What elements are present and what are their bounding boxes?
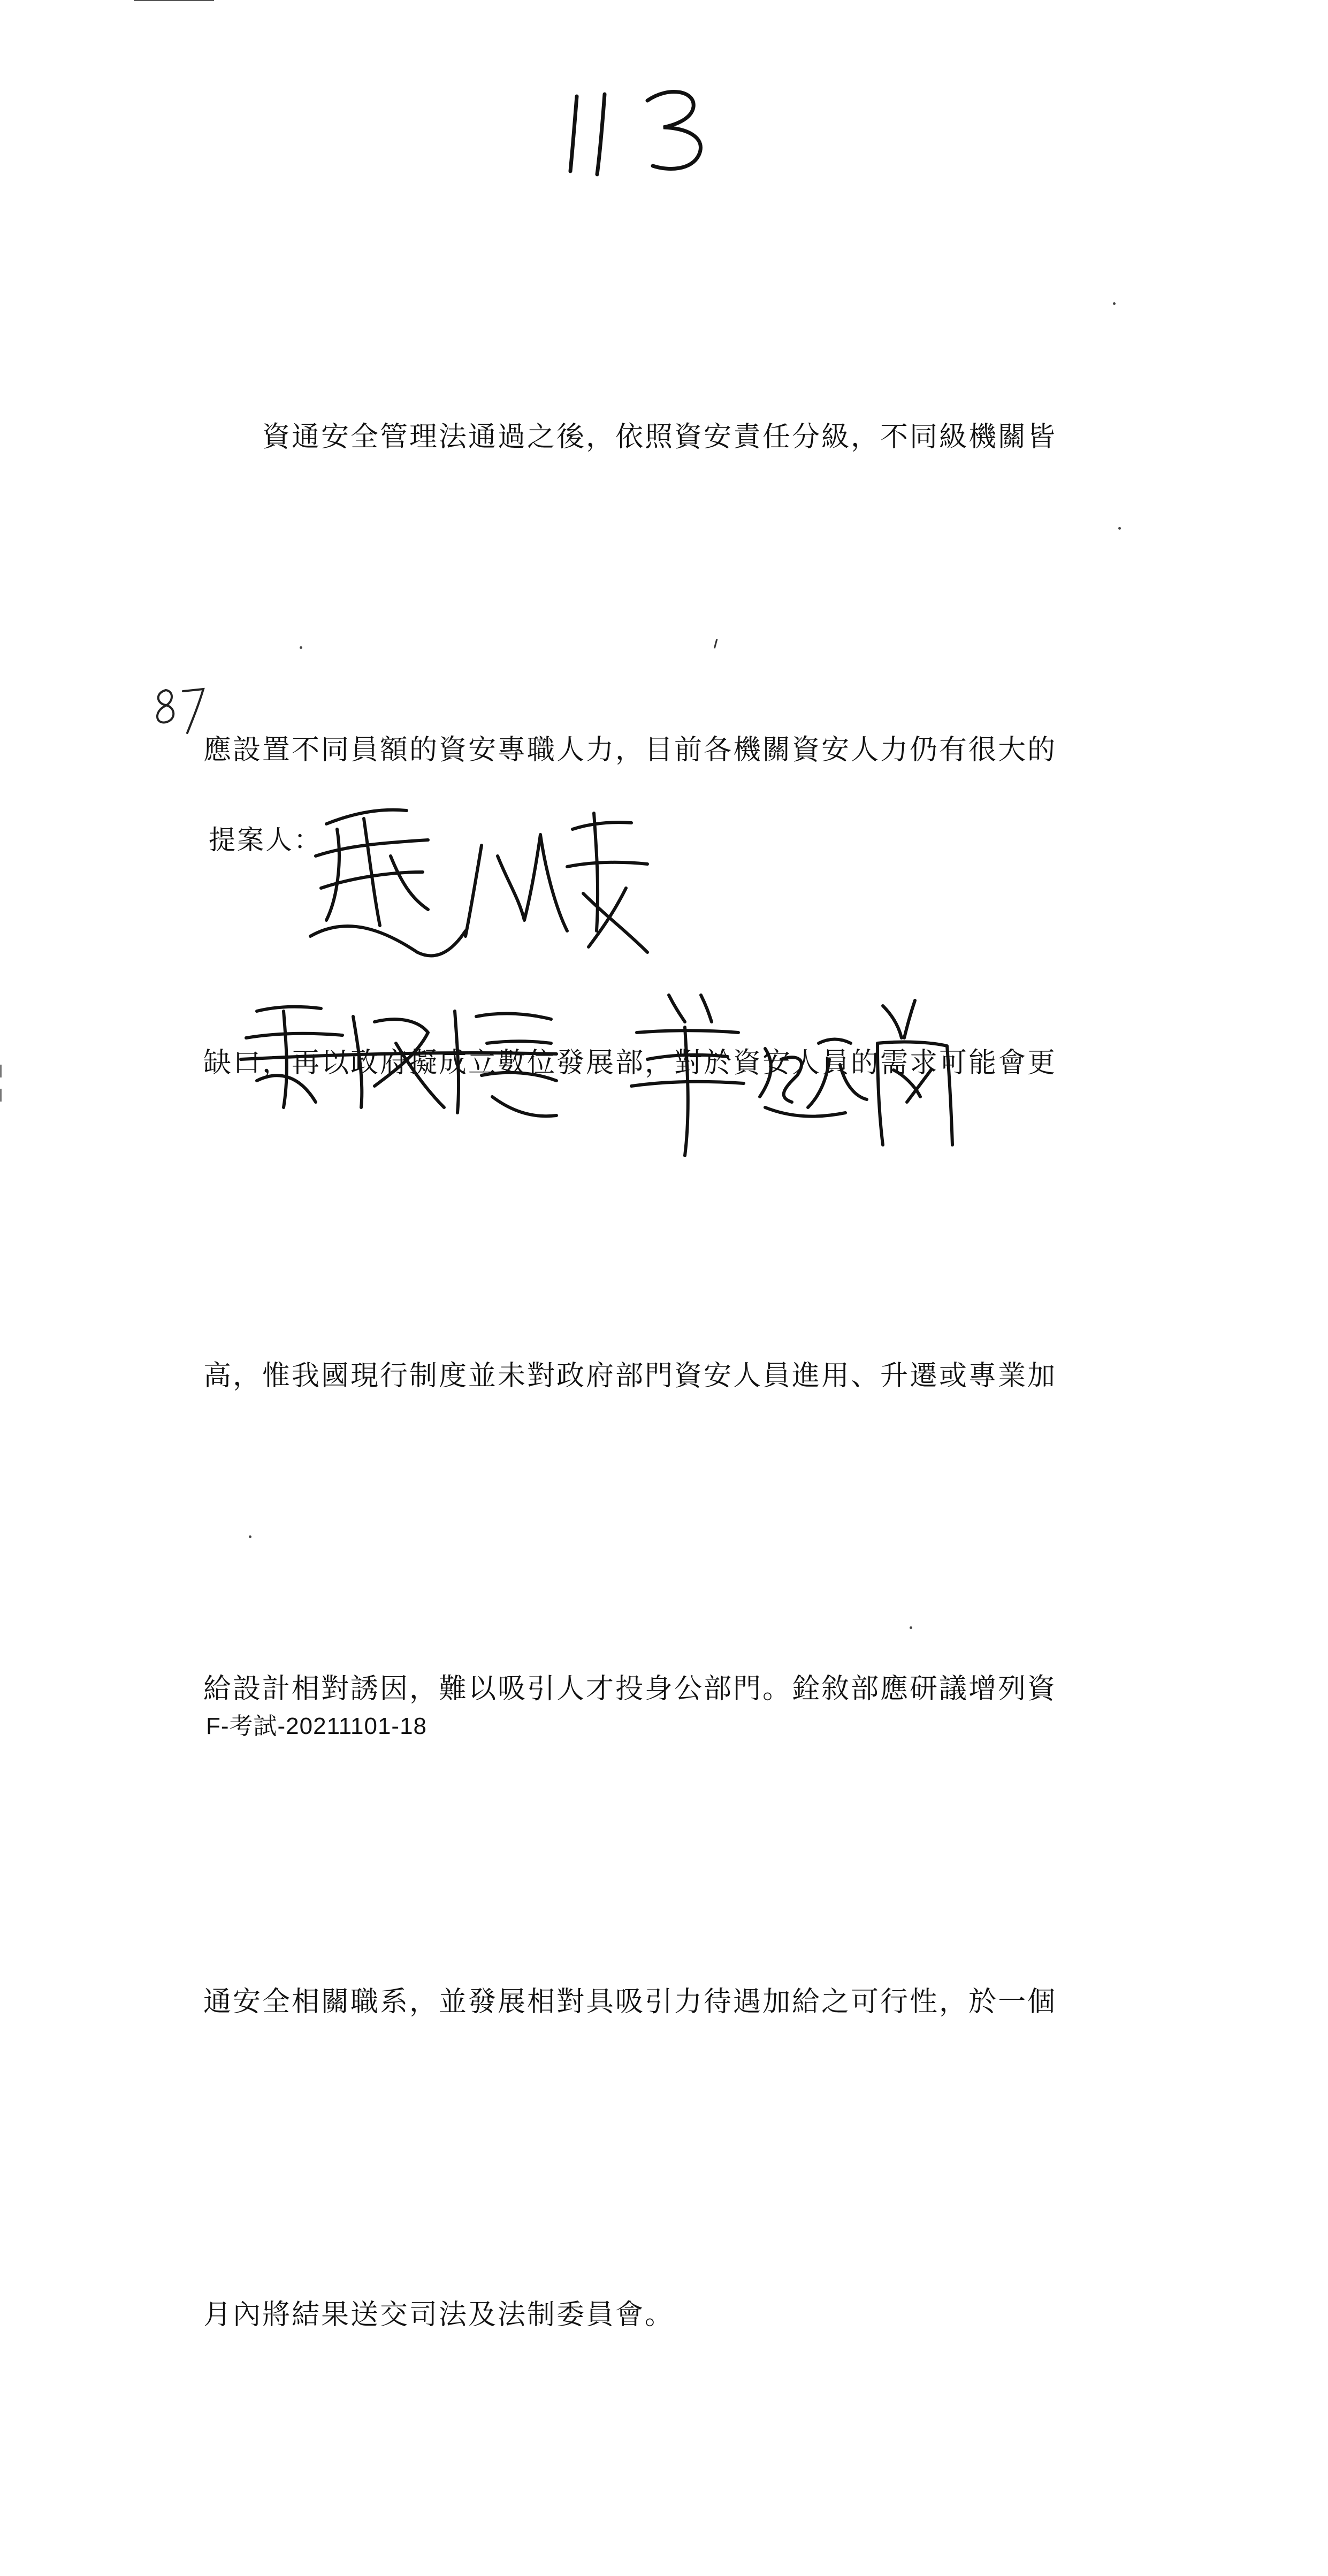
body-line: 月內將結果送交司法及法制委員會。 — [203, 2299, 675, 2331]
body-line: 應設置不同員額的資安專職人力，目前各機關資安人力仍有很大的 — [203, 734, 1057, 766]
handwritten-side-number — [150, 679, 214, 738]
signature-image — [615, 984, 958, 1166]
document-code: F-考試-20211101-18 — [206, 1713, 428, 1739]
body-line: 通安全相關職系，並發展相對具吸引力待遇加給之可行性，於一個 — [203, 1986, 1057, 2018]
signature-image — [305, 792, 669, 979]
scan-speck — [910, 1626, 912, 1629]
scan-speck — [249, 1535, 251, 1538]
body-line: 給設計相對誘因，難以吸引人才投身公部門。銓敘部應研議增列資 — [203, 1673, 1057, 1705]
resolution-body — [203, 177, 1134, 2576]
scan-edge-tick — [0, 1089, 2, 1102]
scan-speck — [300, 646, 302, 649]
scan-edge-tick — [0, 1065, 2, 1077]
body-line: 缺口，再以政府擬成立數位發展部，對於資安人員的需求可能會更 — [203, 1047, 1057, 1079]
body-line: 高，惟我國現行制度並未對政府部門資安人員進用、升遷或專業加 — [203, 1360, 1057, 1392]
scan-edge-mark — [134, 0, 214, 3]
signature-image — [235, 990, 567, 1129]
body-line: 資通安全管理法通過之後，依照資安責任分級，不同級機關皆 — [262, 421, 1057, 453]
handwritten-page-number — [567, 75, 728, 182]
scan-speck — [1118, 527, 1121, 530]
scan-speck — [1113, 302, 1116, 305]
proposer-label: 提案人： — [209, 824, 322, 855]
